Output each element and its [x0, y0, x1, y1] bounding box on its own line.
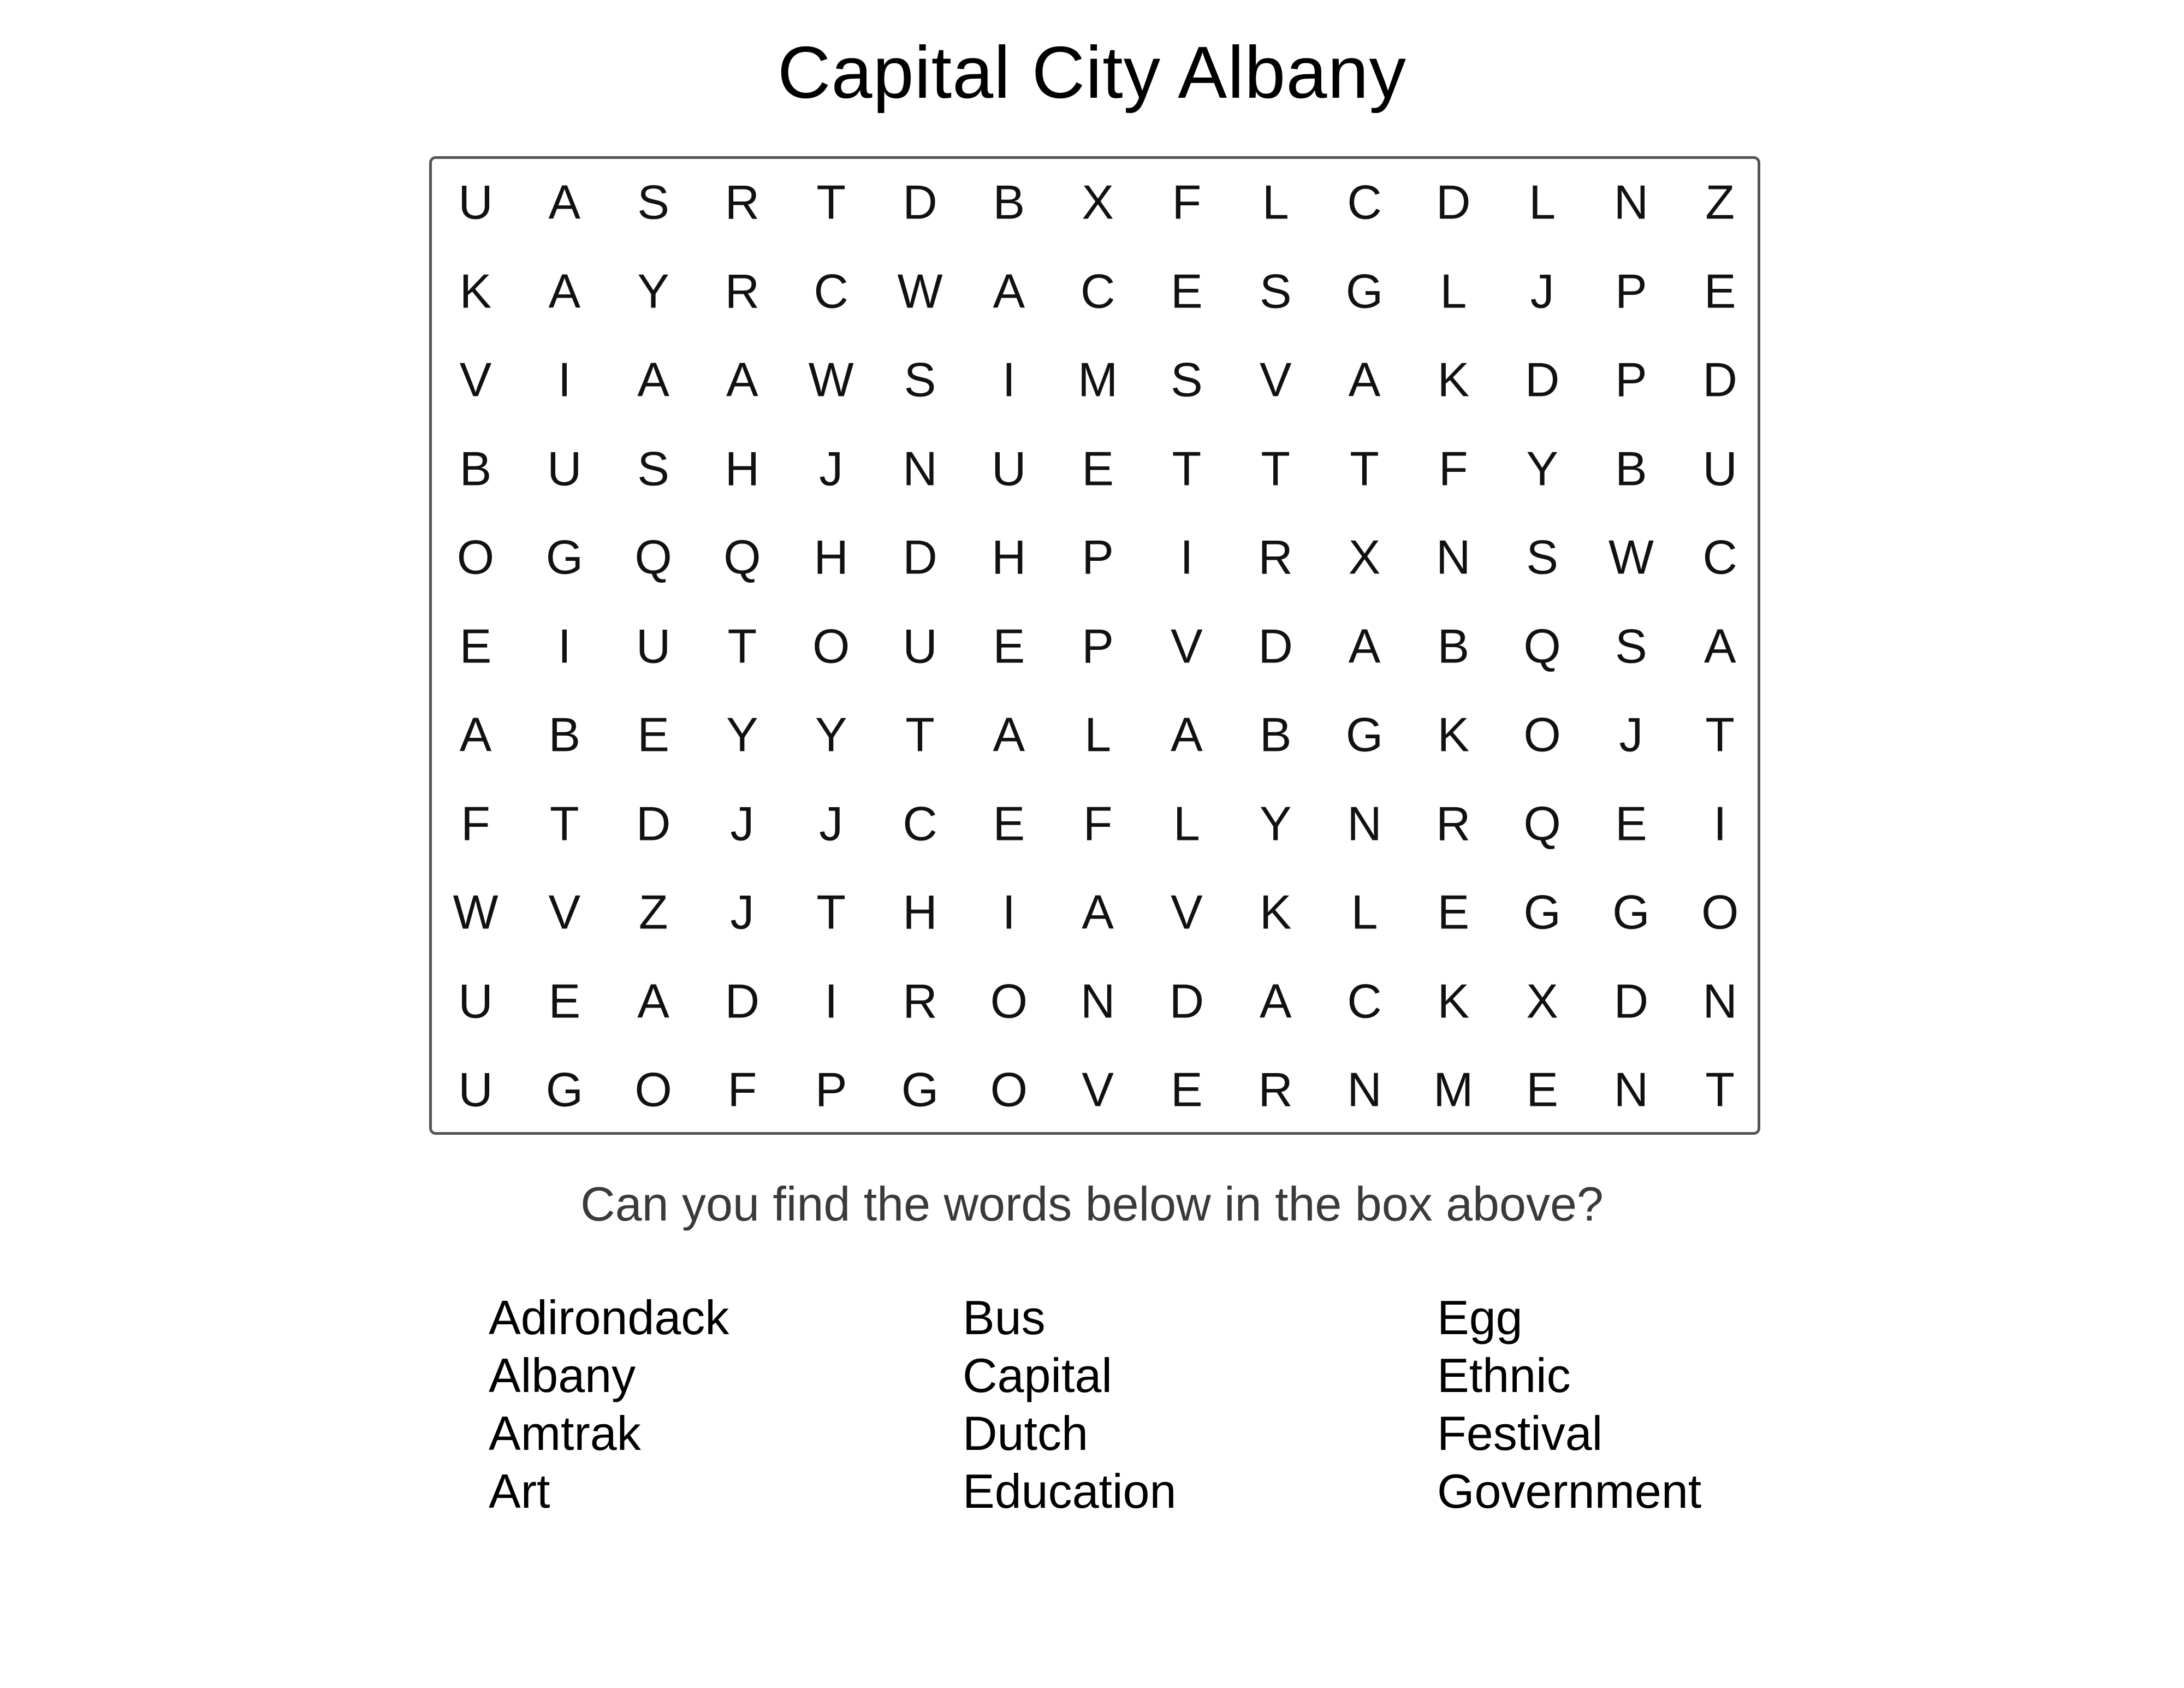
grid-letter: A — [1171, 707, 1203, 762]
grid-letter: A — [1704, 619, 1736, 673]
grid-letter: S — [1171, 352, 1203, 407]
grid-letter: B — [1437, 619, 1470, 673]
grid-letter: R — [1436, 796, 1471, 850]
grid-letter: Q — [723, 530, 761, 584]
grid-letter: Y — [637, 264, 669, 318]
grid-letter: D — [1702, 352, 1737, 407]
grid-letter: B — [1259, 707, 1292, 762]
grid-letter: F — [1172, 175, 1202, 229]
grid-letter: W — [453, 885, 498, 939]
grid-letter: A — [993, 264, 1025, 318]
grid-letter: D — [725, 974, 760, 1028]
grid-letter: Y — [726, 707, 758, 762]
grid-letter: T — [1705, 1062, 1735, 1117]
grid-letter: A — [993, 707, 1025, 762]
grid-letter: W — [897, 264, 943, 318]
grid-letter: J — [1530, 264, 1554, 318]
grid-letter: B — [993, 175, 1025, 229]
grid-letter: N — [1613, 1062, 1649, 1117]
grid-letter: A — [459, 707, 492, 762]
grid-letter: P — [1082, 530, 1114, 584]
grid-letter: H — [814, 530, 848, 584]
grid-letter: E — [1526, 1062, 1558, 1117]
grid-letter: T — [816, 175, 846, 229]
grid-letter: U — [992, 441, 1026, 495]
grid-letter: H — [725, 441, 760, 495]
grid-letter: I — [1713, 796, 1727, 850]
grid-letter: A — [548, 264, 581, 318]
grid-letter: I — [1180, 530, 1194, 584]
grid-letter: C — [814, 264, 848, 318]
word-list-item: Festival — [1437, 1406, 1603, 1460]
grid-letter: K — [1437, 352, 1470, 407]
grid-letter: C — [1347, 175, 1382, 229]
grid-letter: T — [1705, 707, 1735, 762]
grid-letter: A — [1259, 974, 1292, 1028]
grid-letter: Q — [1523, 796, 1561, 850]
grid-letter: E — [1437, 885, 1470, 939]
grid-letter: Y — [1259, 796, 1292, 850]
grid-letter: V — [1259, 352, 1292, 407]
grid-letter: N — [1347, 1062, 1382, 1117]
grid-letter: Q — [1523, 619, 1561, 673]
grid-letter: I — [557, 619, 572, 673]
word-list-item: Albany — [489, 1348, 636, 1402]
grid-letter: G — [545, 530, 584, 584]
word-list-item: Government — [1437, 1464, 1702, 1518]
grid-letter: O — [990, 974, 1028, 1028]
grid-letter: P — [815, 1062, 847, 1117]
grid-letter: L — [1351, 885, 1378, 939]
grid-letter: O — [990, 1062, 1028, 1117]
grid-letter: O — [1701, 885, 1739, 939]
grid-letter: A — [637, 974, 669, 1028]
grid-letter: U — [547, 441, 582, 495]
grid-letter: T — [1350, 441, 1379, 495]
grid-letter: E — [993, 796, 1025, 850]
grid-letter: E — [1082, 441, 1114, 495]
grid-letter: V — [548, 885, 581, 939]
grid-letter: Y — [1526, 441, 1558, 495]
grid-letter: U — [458, 974, 493, 1028]
grid-letter: Z — [638, 885, 668, 939]
grid-letter: N — [903, 441, 937, 495]
word-list-item: Egg — [1437, 1290, 1523, 1345]
grid-letter: K — [1259, 885, 1292, 939]
grid-letter: V — [1171, 619, 1203, 673]
grid-letter: W — [1608, 530, 1654, 584]
grid-letter: U — [903, 619, 937, 673]
grid-letter: K — [1437, 707, 1470, 762]
grid-letter: N — [1347, 796, 1382, 850]
grid-letter: Z — [1705, 175, 1735, 229]
grid-letter: Y — [815, 707, 847, 762]
grid-letter: R — [725, 264, 760, 318]
grid-letter: A — [548, 175, 581, 229]
grid-letter: Q — [634, 530, 672, 584]
word-list-column-2 — [963, 1289, 1454, 1520]
grid-letter: T — [1261, 441, 1291, 495]
grid-letter: F — [1438, 441, 1468, 495]
word-list-item: Dutch — [963, 1406, 1088, 1460]
grid-letter: D — [1169, 974, 1204, 1028]
word-list-item: Amtrak — [489, 1406, 641, 1460]
grid-letter: O — [456, 530, 495, 584]
grid-letter: E — [1615, 796, 1647, 850]
grid-letter: I — [1002, 885, 1016, 939]
grid-letter: J — [730, 885, 755, 939]
word-list-item: Bus — [963, 1290, 1046, 1345]
grid-letter: R — [725, 175, 760, 229]
grid-letter: K — [1437, 974, 1470, 1028]
grid-letter: O — [1523, 707, 1561, 762]
grid-letter: J — [819, 441, 844, 495]
grid-letter: T — [816, 885, 846, 939]
word-list-item: Ethnic — [1437, 1348, 1571, 1402]
grid-letter: M — [1433, 1062, 1474, 1117]
grid-letter: S — [637, 441, 669, 495]
grid-letter: N — [1702, 974, 1737, 1028]
grid-letter: G — [1345, 707, 1384, 762]
grid-letter: C — [1347, 974, 1382, 1028]
page-title: Capital City Albany — [777, 31, 1407, 114]
grid-letter: L — [1440, 264, 1467, 318]
grid-letter: S — [1526, 530, 1558, 584]
grid-letter: U — [1702, 441, 1737, 495]
grid-letter: X — [1348, 530, 1381, 584]
grid-letter: V — [1171, 885, 1203, 939]
grid-letter: J — [730, 796, 755, 850]
grid-letter: A — [726, 352, 758, 407]
grid-letter: B — [459, 441, 492, 495]
grid-letter: M — [1077, 352, 1118, 407]
grid-letter: I — [824, 974, 838, 1028]
word-list-item: Art — [489, 1464, 550, 1518]
grid-letter: A — [637, 352, 669, 407]
grid-letter: T — [549, 796, 579, 850]
grid-letter: J — [819, 796, 844, 850]
grid-letter: L — [1173, 796, 1200, 850]
grid-letter: K — [459, 264, 492, 318]
word-list-column-1 — [489, 1289, 980, 1520]
grid-letter: E — [1704, 264, 1736, 318]
grid-letter: R — [1258, 530, 1293, 584]
grid-letter: P — [1615, 352, 1647, 407]
grid-letter: D — [1524, 352, 1560, 407]
grid-letter: T — [1172, 441, 1202, 495]
grid-letter: U — [458, 175, 493, 229]
grid-letter: U — [636, 619, 671, 673]
grid-letter: N — [1436, 530, 1471, 584]
grid-letter: S — [637, 175, 669, 229]
grid-letter: S — [1615, 619, 1647, 673]
grid-letter: S — [904, 352, 936, 407]
grid-letter: S — [1259, 264, 1292, 318]
grid-letter: N — [1080, 974, 1115, 1028]
word-list-item: Education — [963, 1464, 1177, 1518]
word-list-item: Adirondack — [489, 1290, 729, 1345]
grid-letter: F — [727, 1062, 757, 1117]
word-list-column-3 — [1437, 1289, 1928, 1520]
grid-letter: A — [1348, 619, 1381, 673]
grid-letter: R — [1258, 1062, 1293, 1117]
grid-letter: D — [1436, 175, 1471, 229]
grid-letter: B — [548, 707, 581, 762]
grid-letter: E — [993, 619, 1025, 673]
grid-letter: J — [1619, 707, 1643, 762]
grid-letter: O — [634, 1062, 672, 1117]
grid-letter: L — [1084, 707, 1112, 762]
grid-letter: O — [812, 619, 850, 673]
grid-letter: G — [1523, 885, 1561, 939]
grid-letter: T — [727, 619, 757, 673]
grid-letter: D — [903, 530, 937, 584]
grid-letter: B — [1615, 441, 1647, 495]
grid-letter: X — [1082, 175, 1114, 229]
grid-letter: A — [1348, 352, 1381, 407]
grid-letter: L — [1529, 175, 1556, 229]
grid-letter: C — [1080, 264, 1115, 318]
grid-letter: U — [458, 1062, 493, 1117]
grid-letter: G — [1612, 885, 1650, 939]
grid-letter: I — [557, 352, 572, 407]
grid-letter: H — [903, 885, 937, 939]
grid-letter: G — [545, 1062, 584, 1117]
grid-letter: I — [1002, 352, 1016, 407]
grid-letter: A — [1082, 885, 1114, 939]
grid-letter: N — [1613, 175, 1649, 229]
grid-letter: F — [461, 796, 490, 850]
grid-letter: F — [1083, 796, 1113, 850]
grid-letter: C — [903, 796, 937, 850]
grid-letter: E — [1171, 264, 1203, 318]
grid-letter: D — [1613, 974, 1649, 1028]
word-list-item: Capital — [963, 1348, 1112, 1402]
grid-letter: G — [1345, 264, 1384, 318]
grid-letter: D — [636, 796, 671, 850]
grid-letter: R — [903, 974, 937, 1028]
grid-letter: G — [901, 1062, 939, 1117]
grid-letter: E — [548, 974, 581, 1028]
word-search-grid — [429, 156, 1760, 1135]
grid-letter: C — [1702, 530, 1737, 584]
grid-letter: L — [1262, 175, 1289, 229]
grid-letter: P — [1082, 619, 1114, 673]
grid-letter: E — [1171, 1062, 1203, 1117]
grid-letter: E — [637, 707, 669, 762]
grid-letter: D — [903, 175, 937, 229]
instructions-text: Can you find the words below in the box above? — [580, 1177, 1604, 1231]
grid-letter: V — [459, 352, 492, 407]
grid-letter: D — [1258, 619, 1293, 673]
grid-letter: H — [992, 530, 1026, 584]
grid-letter: X — [1526, 974, 1558, 1028]
grid-letter: P — [1615, 264, 1647, 318]
grid-letter: E — [459, 619, 492, 673]
grid-letter: W — [808, 352, 854, 407]
grid-letter: V — [1082, 1062, 1114, 1117]
grid-letter: T — [905, 707, 935, 762]
